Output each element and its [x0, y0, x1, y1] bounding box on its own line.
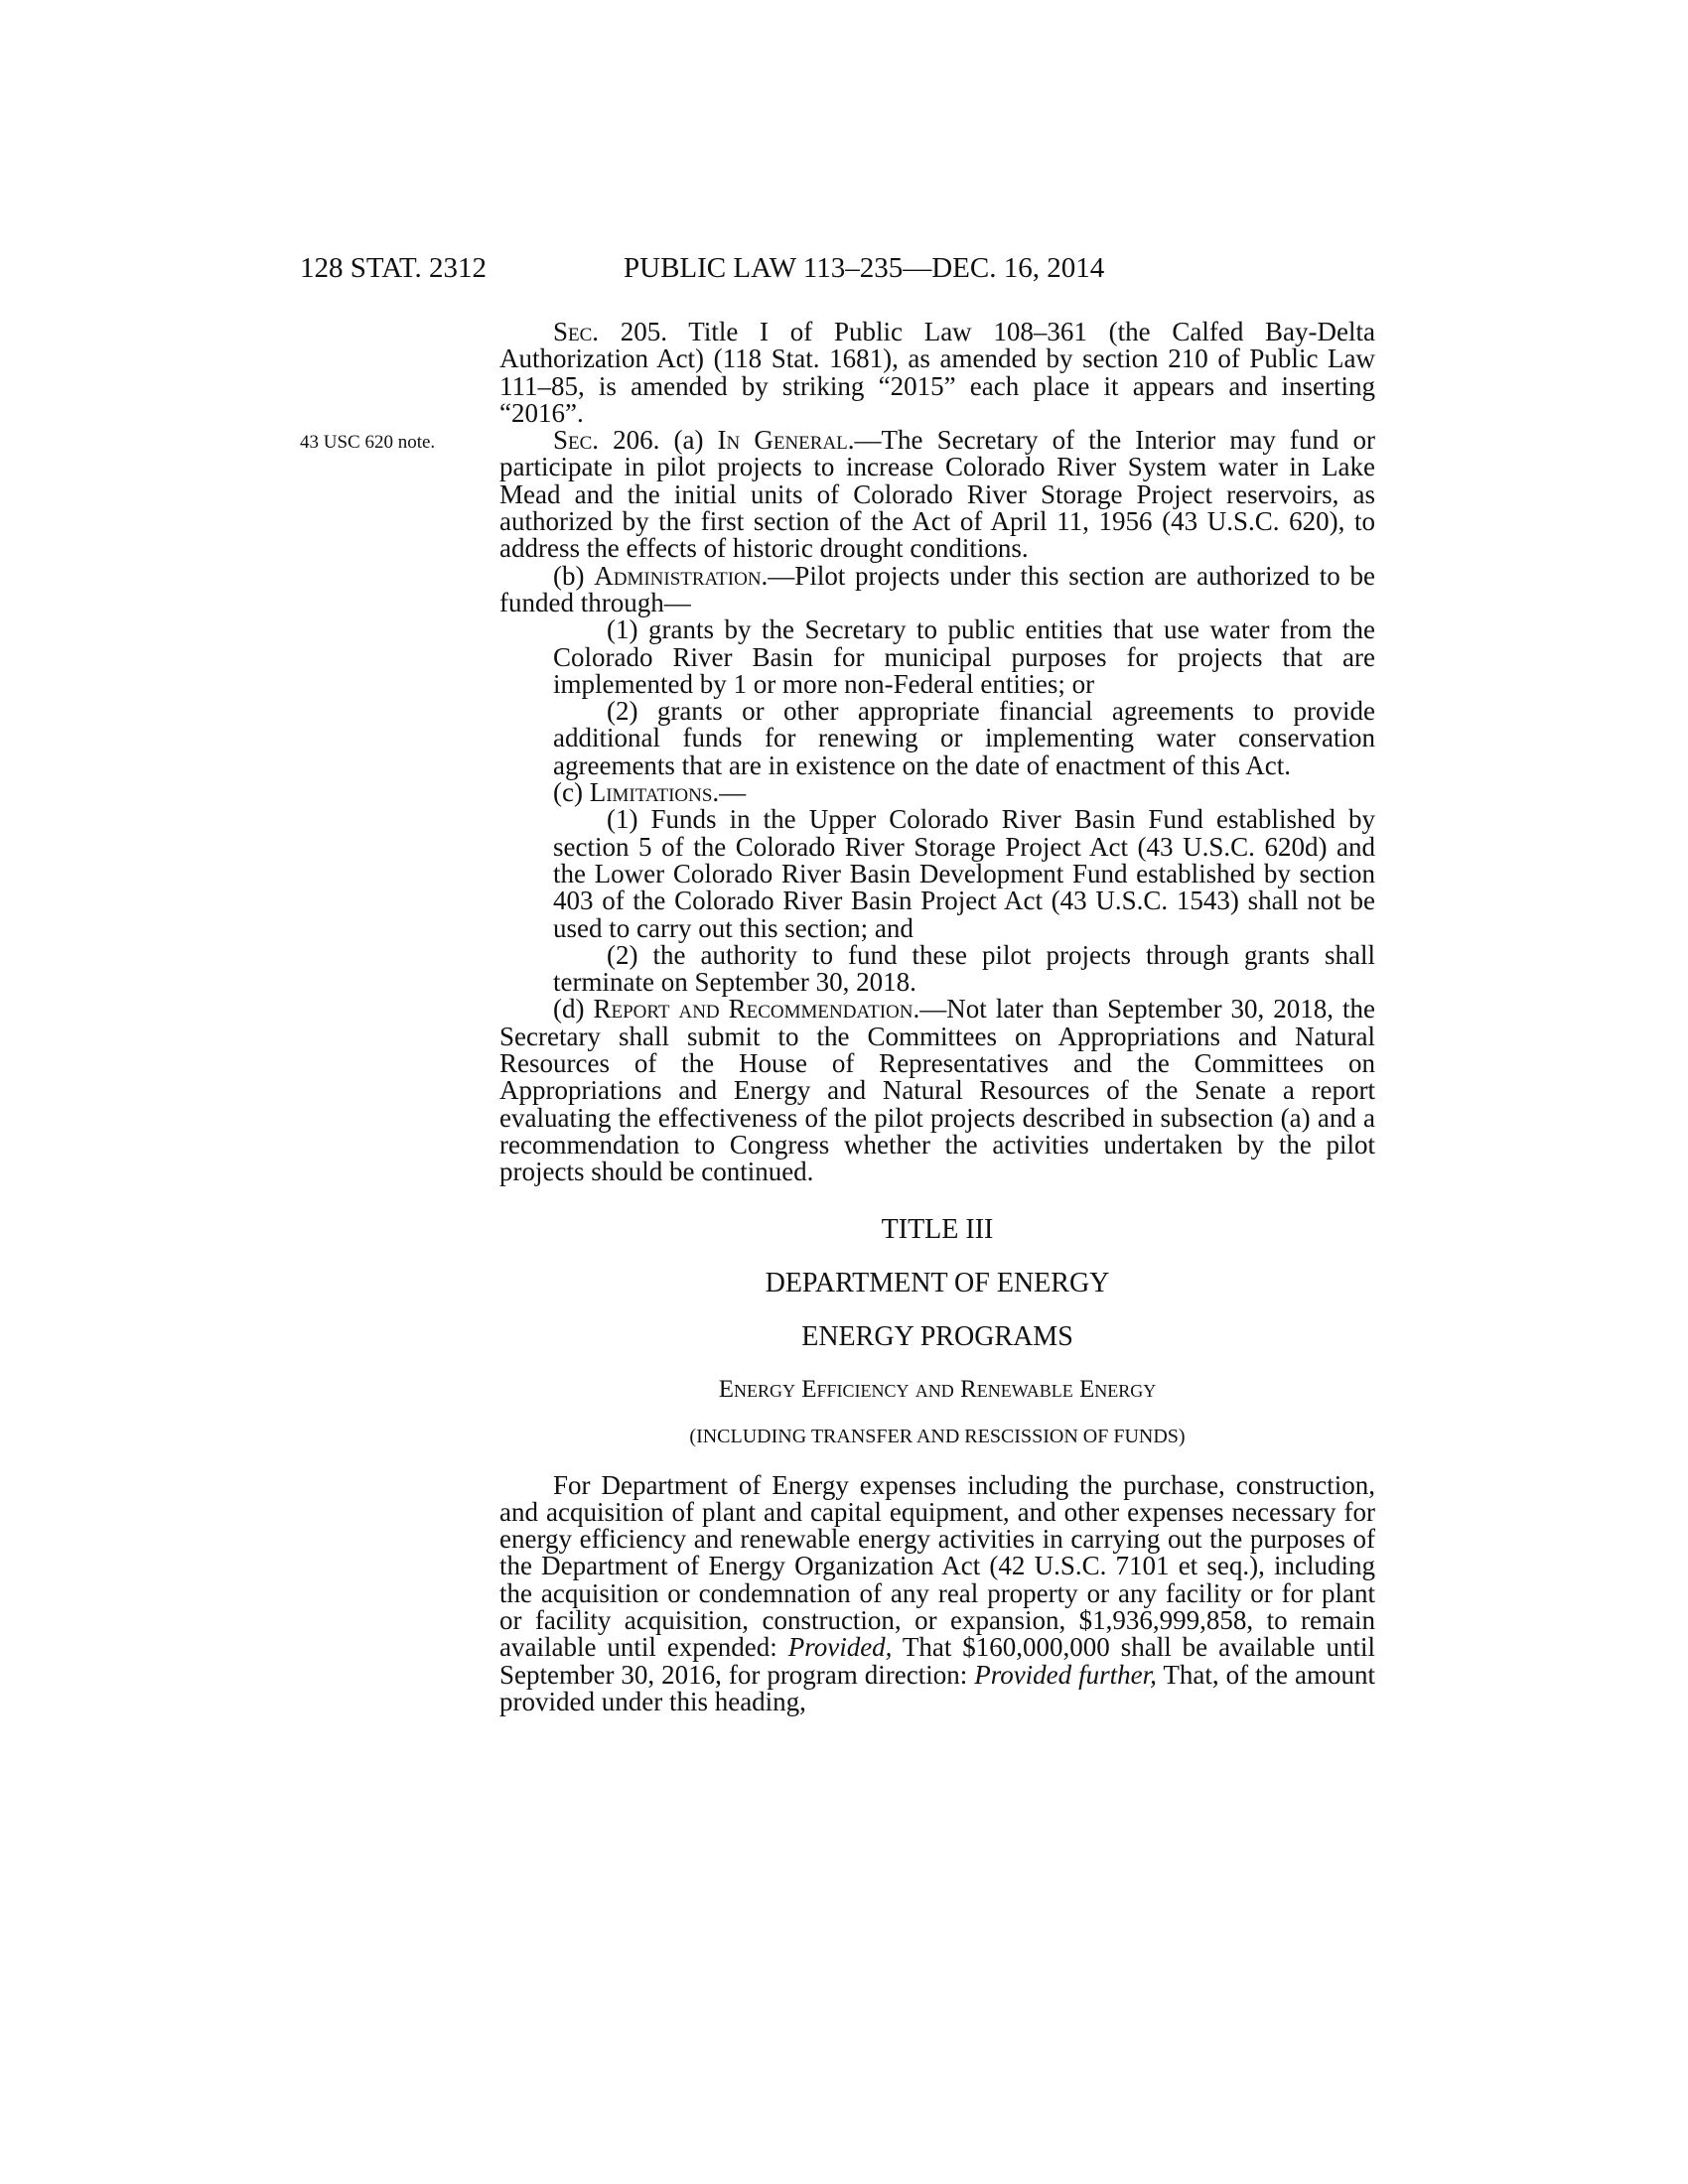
parenthetical-heading: (INCLUDING TRANSFER AND RESCISSION OF FUNDS)	[689, 1425, 1186, 1447]
paragraph-b1: (1) grants by the Secretary to public entities that use water from the Colorado River Basin for municipal purposes for projects that are implemented by 1 or more non-Federal entities; or	[553, 614, 1375, 699]
document-body	[499, 319, 1375, 1715]
department-heading: DEPARTMENT OF ENERGY	[765, 1267, 1110, 1298]
section-205-text: Title I of Public Law 108–361 (the Calfed Bay-Delta Authorization Act) (118 Stat. 1681), as amended by section 210 of Public Law 111–85, is amended by striking “2015” each place it appears and inserting “2016”.	[499, 317, 1376, 428]
stat-page-number: 128 STAT. 2312	[300, 252, 488, 284]
section-206-b	[499, 560, 1376, 617]
programs-heading: ENERGY PROGRAMS	[801, 1320, 1073, 1352]
subsection-b-prefix: (b)	[553, 560, 595, 591]
appropriation-text-3: That, of the amount provided under this heading,	[499, 1659, 1375, 1716]
subsection-c-text: —	[719, 777, 747, 808]
subsection-c-heading: Limitations.	[589, 777, 720, 808]
section-206-label: Sec. 206.	[553, 425, 660, 456]
appropriation-text-1: For Department of Energy expenses including the purchase, construction, and acquisition of plant and capital equipment, and other expenses necessary for energy efficiency and renewable energy activities in carrying out the purposes of the Department of Energy Organization Act (42 U.S.C. 7101 et seq.), including the acquisition or condemnation of any real property or any facility or for plant or facility acquisition, construction, or expansion, $1,936,999,858, to remain available until expended:	[499, 1469, 1375, 1663]
subsection-c-prefix: (c)	[553, 777, 590, 808]
appropriation-paragraph	[499, 1469, 1375, 1716]
subsection-d-prefix: (d)	[553, 994, 594, 1024]
title-heading: TITLE III	[881, 1213, 994, 1245]
public-law-title: PUBLIC LAW 113–235—DEC. 16, 2014	[624, 252, 1105, 284]
subsection-a-prefix: (a)	[659, 425, 718, 456]
paragraph-c1: (1) Funds in the Upper Colorado River Basin Fund established by section 5 of the Colorado River Storage Project Act (43 U.S.C. 620d) and the Lower Colorado River Basin Development Fund established by section 403 of the Colorado River Basin Project Act (43 U.S.C. 1543) shall not be used to carry out this section; and	[553, 804, 1375, 943]
margin-note: 43 USC 620 note.	[300, 432, 436, 453]
section-205-label: Sec. 205.	[553, 317, 668, 346]
running-header	[300, 248, 1218, 288]
subsection-b-text: —Pilot projects under this section are authorized to be funded through—	[499, 560, 1376, 617]
section-206-d	[499, 996, 1375, 1185]
paragraph-c2: (2) the authority to fund these pilot projects through grants shall terminate on September 30, 2018.	[553, 939, 1375, 998]
subsection-a-heading: In General.	[717, 425, 855, 456]
paragraph-b2: (2) grants or other appropriate financial agreements to provide additional funds for renewing or implementing water conservation agreements that are in existence on the date of enactment of this Act.	[553, 696, 1375, 780]
subsection-b-heading: Administration.	[594, 560, 769, 591]
proviso-2: Provided further,	[974, 1659, 1157, 1690]
section-206-a	[499, 427, 1375, 562]
section-205	[499, 319, 1375, 427]
subsection-d-text: —Not later than September 30, 2018, the Secretary shall submit to the Committees on Appropriations and Natural Resources of the House of Representatives and the Committees on Appropriations and Energy and Natural Resources of the Senate a report evaluating the effectiveness of the pilot projects described in subsection (a) and a recommendation to Congress whether the activities undertaken by the pilot projects should be continued.	[499, 994, 1375, 1187]
proviso-1: Provided,	[787, 1632, 893, 1663]
appropriation-text-2: That $160,000,000 shall be available until September 30, 2016, for program direction:	[499, 1632, 1375, 1690]
account-heading: Energy Efficiency and Renewable Energy	[718, 1375, 1157, 1403]
subsection-d-heading: Report and Recommendation.	[593, 994, 920, 1024]
subsection-a-text: —The Secretary of the Interior may fund or participate in pilot projects to increase Colorado River System water in Lake Mead and the initial units of Colorado River Storage Project reservoirs, as authorized by the first section of the Act of April 11, 1956 (43 U.S.C. 620), to address the effects of historic drought conditions.	[499, 425, 1376, 564]
section-206-c	[499, 779, 1375, 806]
